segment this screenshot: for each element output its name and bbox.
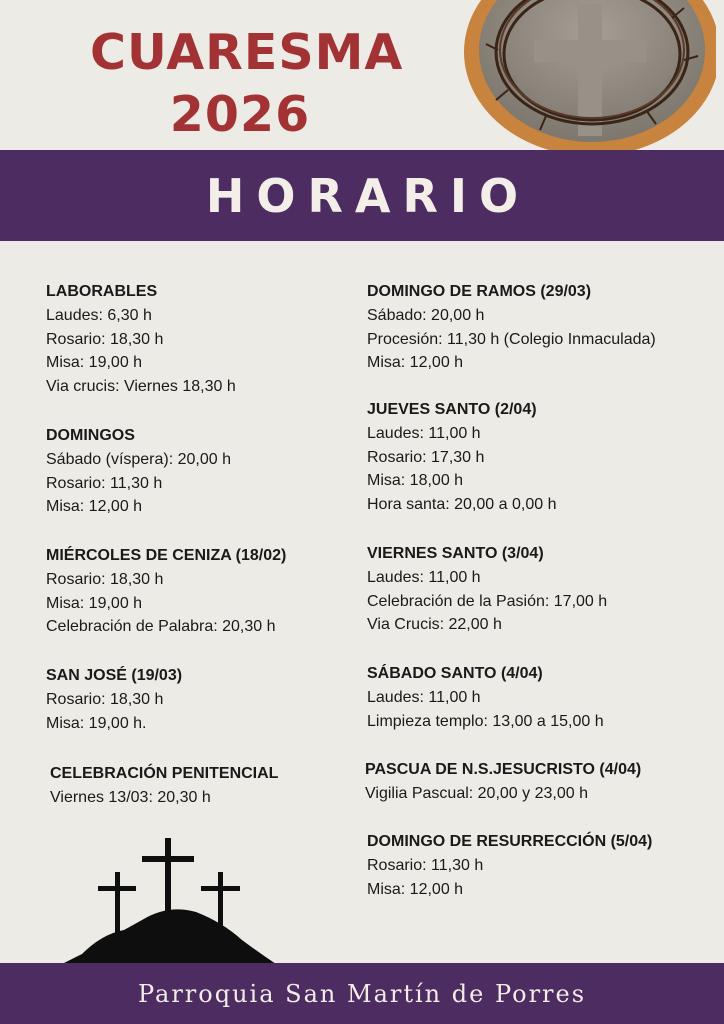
schedule-line: Celebración de Palabra: 20,30 h (46, 618, 276, 635)
section-domingo-ramos (367, 280, 717, 375)
section-pascua (365, 758, 715, 806)
schedule-line: Rosario: 11,30 h (367, 857, 484, 874)
section-viernes-santo (367, 542, 717, 637)
section-title: JUEVES SANTO (2/04) (367, 401, 537, 418)
section-domingo-resurreccion (367, 830, 717, 901)
schedule-line: Rosario: 18,30 h (46, 691, 164, 708)
schedule-line: Laudes: 6,30 h (46, 307, 152, 324)
page-title (90, 22, 404, 146)
section-title: MIÉRCOLES DE CENIZA (18/02) (46, 547, 287, 564)
schedule-line: Rosario: 17,30 h (367, 448, 485, 466)
schedule-line: Misa: 12,00 h (367, 354, 464, 371)
section-title: SÁBADO SANTO (4/04) (367, 665, 543, 682)
footer-bar (0, 963, 724, 1024)
schedule-line: Hora santa: 20,00 a 0,00 h (367, 495, 557, 513)
title-line-2: 2026 (169, 86, 311, 143)
schedule-line: Misa: 18,00 h (367, 472, 464, 489)
section-title: CELEBRACIÓN PENITENCIAL (50, 765, 279, 782)
schedule-line: Rosario: 18,30 h (46, 571, 164, 588)
section-domingos (46, 424, 346, 519)
parish-name: Parroquia San Martín de Porres (137, 979, 587, 1008)
section-title: PASCUA DE N.S.JESUCRISTO (4/04) (365, 761, 642, 778)
section-miercoles-ceniza (46, 544, 346, 639)
section-penitencial (50, 762, 350, 810)
schedule-line: Misa: 19,00 h. (46, 714, 147, 732)
section-sabado-santo (367, 662, 717, 733)
horario-banner (0, 150, 724, 241)
banner-title: HORARIO (205, 168, 531, 223)
schedule-line: Misa: 12,00 h (46, 498, 143, 515)
section-laborables (46, 280, 346, 398)
section-jueves-santo (367, 398, 717, 516)
ash-cross-icon (446, 0, 716, 156)
schedule-line: Misa: 12,00 h (367, 880, 464, 898)
calvary-crosses-icon (62, 834, 276, 964)
schedule-line: Sábado (víspera): 20,00 h (46, 451, 232, 468)
schedule-line: Procesión: 11,30 h (Colegio Inmaculada) (367, 330, 656, 348)
section-title: SAN JOSÉ (19/03) (46, 667, 183, 684)
schedule-line: Laudes: 11,00 h (367, 425, 481, 442)
schedule-line: Misa: 19,00 h (46, 594, 143, 612)
schedule-line: Celebración de la Pasión: 17,00 h (367, 592, 608, 610)
schedule-line: Limpieza templo: 13,00 a 15,00 h (367, 712, 604, 730)
schedule-line: Rosario: 11,30 h (46, 474, 163, 492)
schedule-line: Viernes 13/03: 20,30 h (50, 789, 211, 806)
schedule-line: Via Crucis: 22,00 h (367, 616, 502, 633)
schedule-line: Laudes: 11,00 h (367, 689, 481, 706)
schedule-line: Laudes: 11,00 h (367, 569, 481, 586)
title-line-1: CUARESMA (90, 24, 404, 81)
schedule-line: Via crucis: Viernes 18,30 h (46, 377, 236, 395)
schedule-line: Vigilia Pascual: 20,00 y 23,00 h (365, 785, 588, 802)
section-title: DOMINGO DE RAMOS (29/03) (367, 283, 592, 300)
schedule-line: Misa: 19,00 h (46, 354, 143, 371)
section-title: DOMINGO DE RESURRECCIÓN (5/04) (367, 833, 653, 850)
schedule-line: Sábado: 20,00 h (367, 307, 485, 324)
section-title: VIERNES SANTO (3/04) (367, 545, 544, 562)
schedule-line: Rosario: 18,30 h (46, 330, 164, 348)
section-title: DOMINGOS (46, 427, 135, 444)
section-title: LABORABLES (46, 283, 158, 300)
section-san-jose (46, 664, 346, 735)
